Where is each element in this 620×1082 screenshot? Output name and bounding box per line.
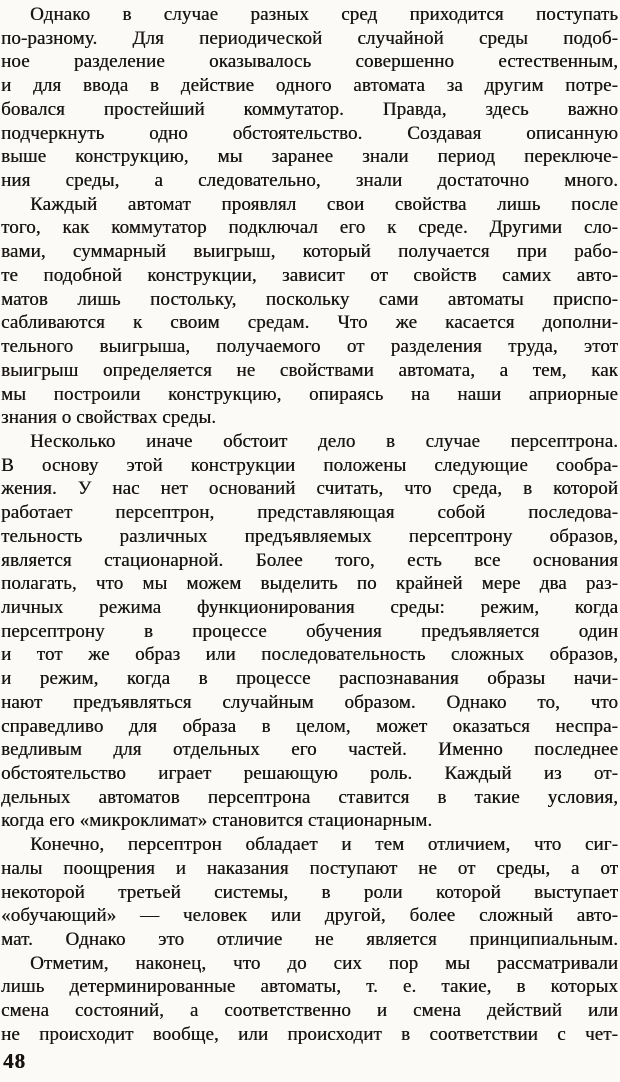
- text-line: Однако в случае разных сред приходится поступать: [30, 4, 618, 25]
- body-text: [1, 3, 618, 1047]
- text-line: подчеркнуть одно обстоятельство. Создавая описанную: [1, 122, 618, 144]
- text-line: мат. Однако это отличие не является принципиальным.: [1, 929, 618, 951]
- text-line: сабливаются к своим средам. Что же касается дополни-: [1, 312, 618, 334]
- text-line: мы построили конструкцию, опираясь на наши априорные: [1, 383, 618, 405]
- text-line: выигрыш определяется не свойствами автомата, а тем, как: [1, 359, 618, 381]
- text-line: некоторой третьей системы, в роли которой выступает: [1, 881, 618, 903]
- text-line: ния среды, а следовательно, знали достаточно много.: [1, 170, 618, 192]
- text-line: персептрону в процессе обучения предъявляется один: [1, 620, 618, 642]
- text-line: Конечно, персептрон обладает и тем отличием, что сиг-: [30, 834, 618, 856]
- text-line: Отметим, наконец, что до сих пор мы рассматривали: [30, 952, 618, 974]
- paragraph: [1, 952, 618, 1047]
- text-line: и тот же образ или последовательность сложных образов,: [1, 644, 618, 666]
- text-line: того, как коммутатор подключал его к среде. Другими сло-: [1, 217, 618, 239]
- text-line: и режим, когда в процессе распознавания образы начи-: [1, 668, 618, 690]
- page-number: 48: [3, 1049, 26, 1073]
- paragraph: [1, 833, 618, 952]
- paragraph: [1, 3, 618, 193]
- text-line: матов лишь постольку, поскольку сами автоматы приспо-: [1, 288, 618, 310]
- text-line: Каждый автомат проявлял свои свойства лишь после: [30, 193, 618, 215]
- text-line: не происходит вообще, или происходит в соответствии с чет-: [1, 1023, 618, 1045]
- text-line: нают предъявляться случайным образом. Однако то, что: [1, 691, 618, 713]
- paragraph: [1, 193, 618, 430]
- text-line: ное разделение оказывалось совершенно естественным,: [1, 51, 618, 73]
- text-line: тельность различных предъявляемых персептрону образов,: [1, 525, 618, 547]
- text-line: тельного выигрыша, получаемого от разделения труда, этот: [1, 336, 618, 358]
- text-line: и для ввода в действие одного автомата за другим потре-: [1, 75, 618, 97]
- text-line: налы поощрения и наказания поступают не от среды, а от: [1, 857, 618, 879]
- paragraph: [1, 430, 618, 833]
- text-line: дельных автоматов персептрона ставится в такие условия,: [1, 786, 618, 808]
- text-line: бовался простейший коммутатор. Правда, здесь важно: [1, 98, 618, 120]
- text-line: В основу этой конструкции положены следующие сообра-: [1, 454, 618, 476]
- text-line: когда его «микроклимат» становится стационарным.: [1, 810, 433, 832]
- text-line: ведливым для отдельных его частей. Именно последнее: [1, 739, 618, 761]
- text-line: справедливо для образа в целом, может оказаться неспра-: [1, 715, 618, 737]
- text-line: выше конструкцию, мы заранее знали период переключе-: [1, 146, 618, 168]
- text-line: знания о свойствах среды.: [1, 407, 217, 429]
- text-line: «обучающий» — человек или другой, более сложный авто-: [1, 905, 618, 927]
- text-line: работает персептрон, представляющая собой последова-: [1, 502, 618, 524]
- text-line: жения. У нас нет оснований считать, что среда, в которой: [1, 478, 618, 500]
- text-line: личных режима функционирования среды: режим, когда: [1, 596, 618, 618]
- text-line: полагать, что мы можем выделить по крайней мере два раз-: [1, 573, 618, 595]
- text-line: те подобной конструкции, зависит от свойств самих авто-: [1, 264, 618, 286]
- text-line: является стационарной. Более того, есть все основания: [1, 549, 618, 571]
- text-line: по-разному. Для периодической случайной среды подоб-: [1, 27, 618, 49]
- text-line: вами, суммарный выигрыш, который получается при рабо-: [1, 241, 618, 263]
- text-line: Несколько иначе обстоит дело в случае персептрона.: [30, 430, 618, 452]
- text-line: обстоятельство играет решающую роль. Каждый из от-: [1, 763, 618, 784]
- text-line: смена состояний, а соответственно и смена действий или: [1, 1000, 618, 1022]
- text-line: лишь детерминированные автоматы, т. е. такие, в которых: [1, 976, 618, 998]
